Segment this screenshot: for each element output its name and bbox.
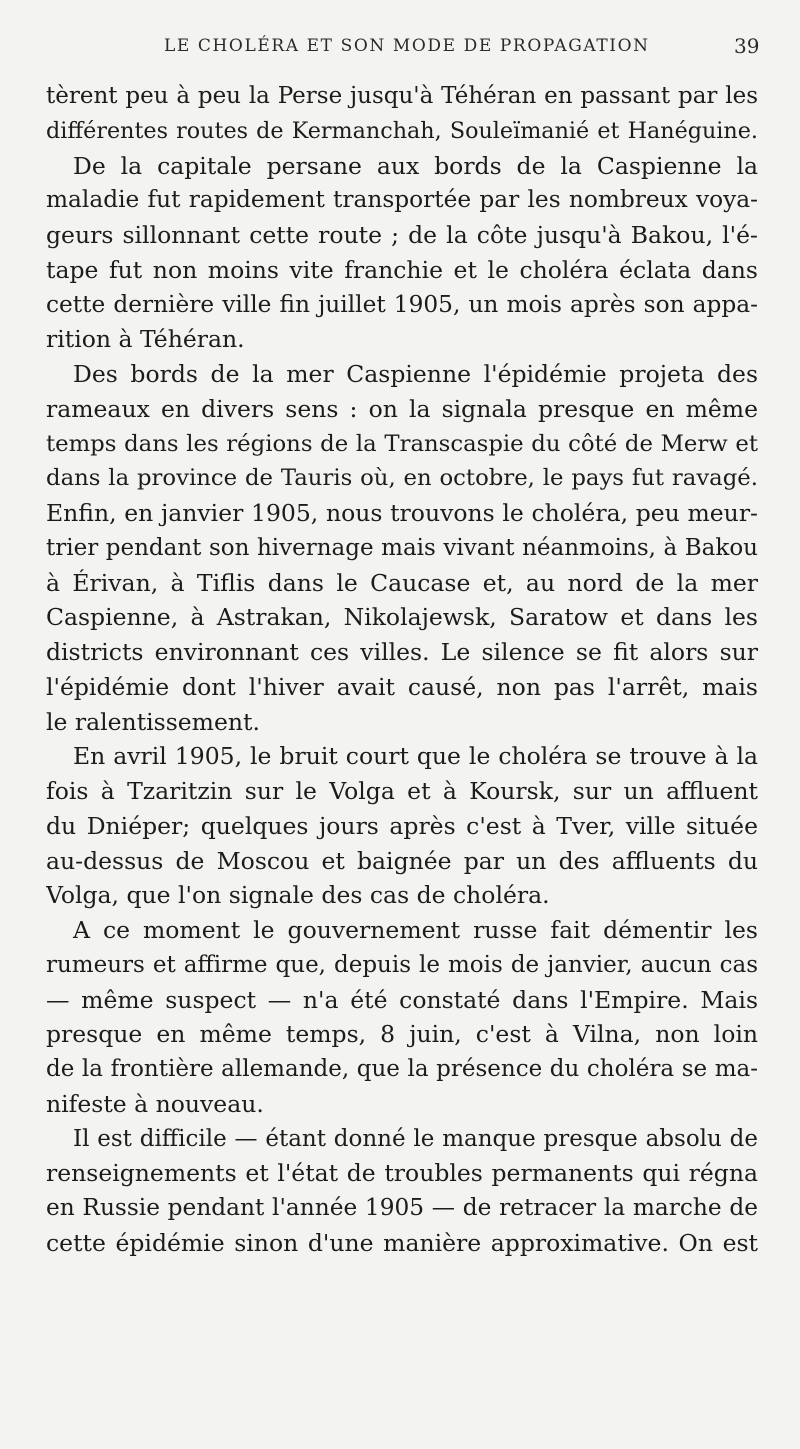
text-line: tape fut non moins vite franchie et le choléra éclata dans <box>46 255 758 284</box>
running-title: LE CHOLÉRA ET SON MODE DE PROPAGATION <box>164 36 650 56</box>
paragraph-last-line: Volga, que l'on signale des cas de choléra. <box>46 881 550 910</box>
text-line: presque en même temps, 8 juin, c'est à Vilna, non loin <box>46 1020 758 1049</box>
text-line: à Érivan, à Tiflis dans le Caucase et, au nord de la mer <box>46 568 758 597</box>
text-line: en Russie pendant l'année 1905 — de retracer la marche de <box>46 1194 758 1221</box>
paragraph-first-line: Des bords de la mer Caspienne l'épidémie projeta des <box>73 360 758 388</box>
body-text <box>46 79 758 1261</box>
text-line: renseignements et l'état de troubles permanents qui régna <box>46 1159 758 1188</box>
paragraph-first-line: De la capitale persane aux bords de la Caspienne la <box>73 151 758 180</box>
text-line: au-dessus de Moscou et baignée par un des affluents du <box>46 846 758 875</box>
text-line: — même suspect — n'a été constaté dans l'Empire. Mais <box>46 985 758 1014</box>
text-line: Enfin, en janvier 1905, nous trouvons le choléra, peu meur- <box>46 499 758 527</box>
paragraph-last-line: rition à Téhéran. <box>46 325 245 354</box>
text-line: trier pendant son hivernage mais vivant néanmoins, à Bakou <box>46 534 758 561</box>
text-line: rumeurs et affirme que, depuis le mois de janvier, aucun cas <box>46 951 758 978</box>
page-number: 39 <box>734 34 760 58</box>
text-line: différentes routes de Kermanchah, Souleïmanié et Hanéguine. <box>46 117 758 144</box>
text-line: geurs sillonnant cette route ; de la côte jusqu'à Bakou, l'é- <box>46 221 758 249</box>
paragraph-first-line: Il est difficile — étant donné le manque presque absolu de <box>73 1125 758 1152</box>
text-line: dans la province de Tauris où, en octobre, le pays fut ravagé. <box>46 465 758 492</box>
text-line: districts environnant ces villes. Le silence se fit alors sur <box>46 638 758 666</box>
text-line: cette épidémie sinon d'une manière approximative. On est <box>46 1228 758 1257</box>
text-line: l'épidémie dont l'hiver avait causé, non pas l'arrêt, mais <box>46 672 758 701</box>
paragraph-last-line: nifeste à nouveau. <box>46 1089 264 1118</box>
paragraph-first-line: A ce moment le gouvernement russe fait démentir les <box>73 916 758 944</box>
text-line: fois à Tzaritzin sur le Volga et à Koursk, sur un affluent <box>46 777 758 805</box>
text-line: de la frontière allemande, que la présence du choléra se ma- <box>46 1056 758 1082</box>
running-header <box>0 34 800 64</box>
text-line: cette dernière ville fin juillet 1905, un mois après son appa- <box>46 290 758 318</box>
text-line: maladie fut rapidement transportée par les nombreux voya- <box>46 186 758 214</box>
text-line: Caspienne, à Astrakan, Nikolajewsk, Saratow et dans les <box>46 603 758 632</box>
text-line: tèrent peu à peu la Perse jusqu'à Téhéran en passant par les <box>46 83 758 109</box>
paragraph-last-line: le ralentissement. <box>46 707 260 736</box>
paragraph-first-line: En avril 1905, le bruit court que le choléra se trouve à la <box>73 742 758 771</box>
text-line: rameaux en divers sens : on la signala presque en même <box>46 394 758 423</box>
text-line: temps dans les régions de la Transcaspie du côté de Merw et <box>46 430 758 457</box>
text-line: du Dniéper; quelques jours après c'est à Tver, ville située <box>46 811 758 840</box>
